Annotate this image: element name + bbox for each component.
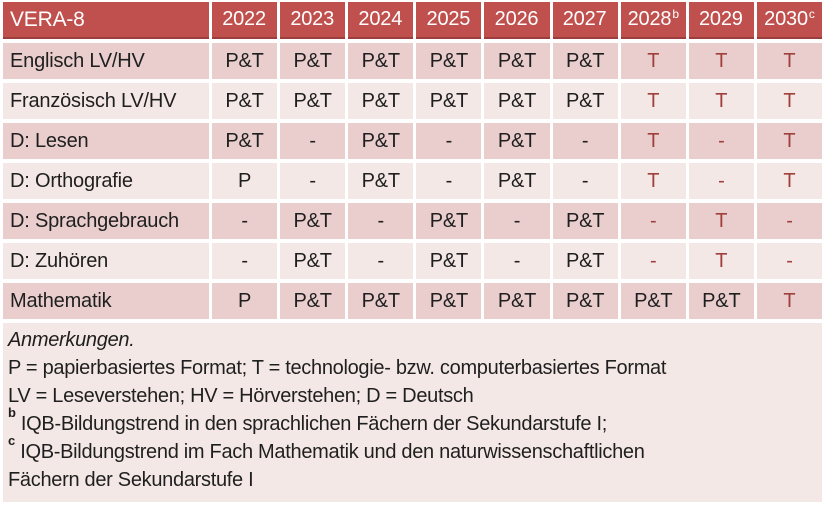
table-cell: P&T	[280, 203, 345, 239]
table-cell: P&T	[416, 243, 481, 279]
table-cell: P&T	[484, 283, 549, 319]
table-cell: P&T	[348, 283, 413, 319]
table-cell: P&T	[416, 283, 481, 319]
column-header-2023	[280, 2, 345, 39]
row-label-d-lesen: D: Lesen	[3, 123, 209, 159]
table-cell: P&T	[348, 123, 413, 159]
table-cell: T	[689, 203, 754, 239]
table-cell: -	[553, 163, 618, 199]
table-cell: -	[553, 123, 618, 159]
table-cell: P	[212, 163, 277, 199]
year-label: 2023	[290, 8, 335, 30]
table-cell: P&T	[484, 43, 549, 79]
table-cell: -	[212, 203, 277, 239]
table-cell: -	[416, 123, 481, 159]
table-notes	[3, 323, 822, 502]
table-cell: -	[757, 203, 822, 239]
table-cell: P&T	[621, 283, 686, 319]
notes-title: Anmerkungen.	[8, 329, 135, 351]
table-cell: -	[280, 163, 345, 199]
table-cell: P&T	[484, 123, 549, 159]
table-cell: T	[757, 43, 822, 79]
table-cell: T	[621, 123, 686, 159]
row-label-englisch: Englisch LV/HV	[3, 43, 209, 79]
column-header-2028	[621, 2, 686, 39]
table-cell: T	[689, 43, 754, 79]
table-cell: P&T	[689, 283, 754, 319]
table-cell: P&T	[280, 83, 345, 119]
note-c-continued: Fächern der Sekundarstufe I	[8, 469, 254, 491]
column-header-2025	[416, 2, 481, 39]
table-cell: -	[348, 243, 413, 279]
table-cell: -	[757, 243, 822, 279]
footnote-marker-b: b	[672, 6, 679, 21]
table-cell: P&T	[280, 243, 345, 279]
table-cell: P	[212, 283, 277, 319]
table-cell: P&T	[212, 123, 277, 159]
table-cell: T	[689, 83, 754, 119]
year-label: 2030	[764, 8, 808, 30]
table-cell: P&T	[212, 43, 277, 79]
table-cell: -	[212, 243, 277, 279]
footnote-marker-c: c	[808, 6, 815, 21]
table-cell: P&T	[416, 83, 481, 119]
year-label: 2028	[627, 8, 672, 30]
row-label-d-sprachgebrauch: D: Sprachgebrauch	[3, 203, 209, 239]
table-cell: -	[484, 243, 549, 279]
table-cell: T	[757, 283, 822, 319]
note-format-legend: P = papierbasiertes Format; T = technologie- bzw. computerbasiertes Format	[8, 357, 667, 379]
table-cell: -	[348, 203, 413, 239]
row-label-franzoesisch: Französisch LV/HV	[3, 83, 209, 119]
table-cell: P&T	[416, 43, 481, 79]
note-b-text: IQB-Bildungstrend in den sprachlichen Fächern der Sekundarstufe I;	[20, 413, 608, 435]
footnote-b-marker: b	[8, 405, 16, 421]
table-cell: T	[621, 163, 686, 199]
note-b	[8, 405, 816, 438]
year-label: 2025	[426, 8, 471, 30]
table-cell: -	[621, 243, 686, 279]
column-header-2026	[484, 2, 549, 39]
table-cell: P&T	[416, 203, 481, 239]
table-cell: -	[621, 203, 686, 239]
table-cell: P&T	[553, 243, 618, 279]
table-cell: P&T	[280, 283, 345, 319]
column-header-2029	[689, 2, 754, 39]
row-label-d-zuhoeren: D: Zuhören	[3, 243, 209, 279]
year-label: 2022	[222, 8, 266, 30]
table-cell: T	[689, 243, 754, 279]
column-header-2030	[757, 2, 822, 39]
table-cell: T	[621, 83, 686, 119]
year-label: 2026	[494, 8, 539, 30]
year-label: 2029	[698, 8, 743, 30]
table-cell: -	[416, 163, 481, 199]
table-cell: P&T	[484, 163, 549, 199]
table-cell: -	[484, 203, 549, 239]
table-cell: P&T	[212, 83, 277, 119]
table-cell: T	[757, 83, 822, 119]
column-header-2024	[348, 2, 413, 39]
column-header-2027	[553, 2, 618, 39]
table-cell: T	[757, 163, 822, 199]
table-cell: -	[689, 163, 754, 199]
table-title: VERA-8	[3, 2, 209, 39]
table-cell: P&T	[348, 83, 413, 119]
table-cell: P&T	[553, 43, 618, 79]
row-label-mathematik: Mathematik	[3, 283, 209, 319]
table-cell: P&T	[484, 83, 549, 119]
table-cell: P&T	[553, 203, 618, 239]
footnote-c-marker: c	[8, 433, 15, 449]
table-cell: P&T	[553, 283, 618, 319]
table-cell: -	[689, 123, 754, 159]
table-cell: P&T	[348, 163, 413, 199]
table-cell: P&T	[348, 43, 413, 79]
table-cell: P&T	[280, 43, 345, 79]
table-cell: T	[621, 43, 686, 79]
note-c-text-line1: IQB-Bildungstrend im Fach Mathematik und den naturwissenschaftlichen	[20, 441, 645, 463]
year-label: 2024	[358, 8, 403, 30]
column-header-2022	[212, 2, 277, 39]
table-cell: T	[757, 123, 822, 159]
year-label: 2027	[562, 8, 607, 30]
table-cell: P&T	[553, 83, 618, 119]
note-abbreviation-legend: LV = Leseverstehen; HV = Hörverstehen; D = Deutsch	[8, 385, 474, 407]
table-cell: -	[280, 123, 345, 159]
vera8-table	[3, 2, 822, 319]
row-label-d-orthografie: D: Orthografie	[3, 163, 209, 199]
note-c	[8, 433, 816, 466]
